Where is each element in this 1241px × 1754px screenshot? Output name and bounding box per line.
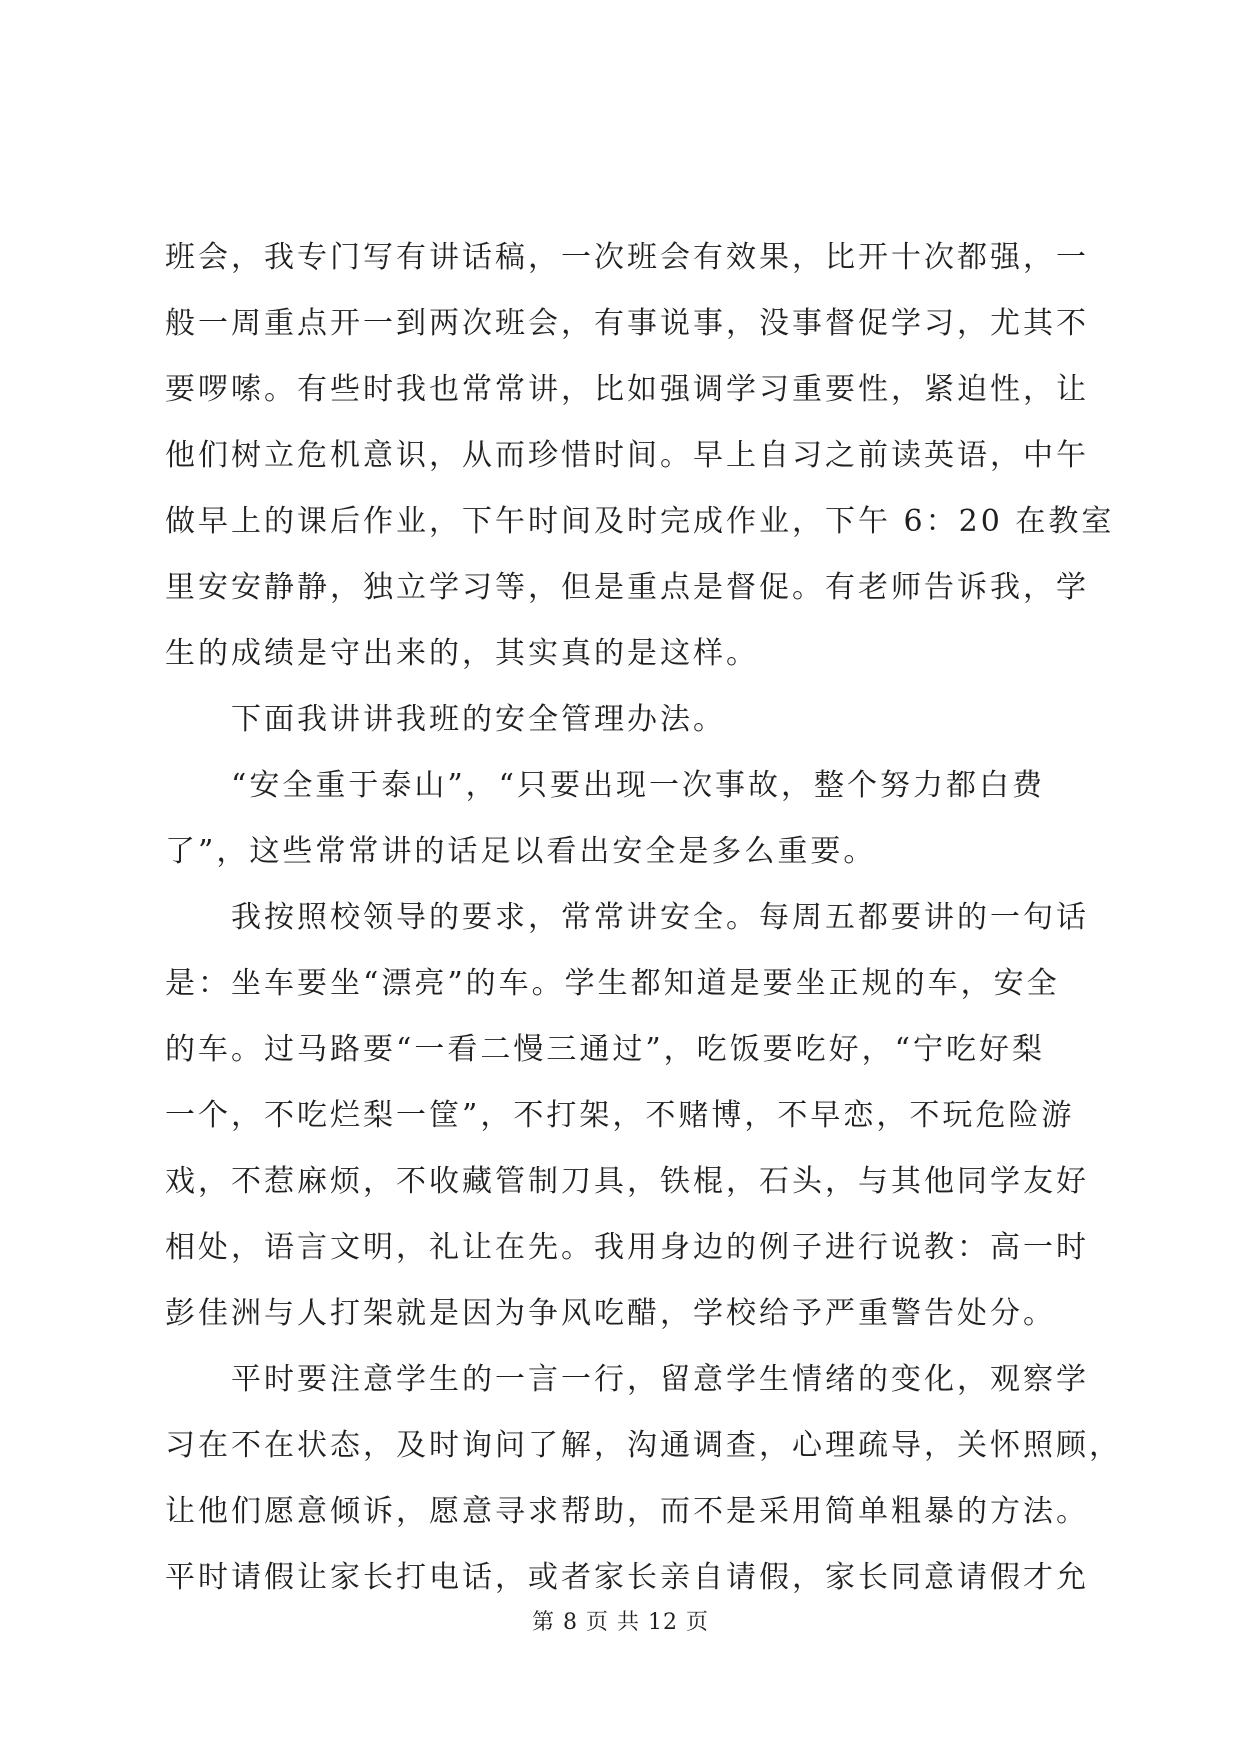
text-line: 的车。过马路要“一看二慢三通过”，吃饭要吃好，“宁吃好梨 bbox=[165, 1032, 1046, 1067]
text-line: 班会，我专门写有讲话稿，一次班会有效果，比开十次都强，一 bbox=[165, 240, 1089, 275]
text-line: 了”，这些常常讲的话足以看出安全是多么重要。 bbox=[165, 834, 877, 869]
text-line: 做早上的课后作业，下午时间及时完成作业，下午 6：20 在教室 bbox=[165, 504, 1115, 539]
text-line: 一个，不吃烂梨一筐”，不打架，不赌博，不早恋，不玩危险游 bbox=[165, 1098, 1075, 1133]
page-number-footer: 第 8 页 共 12 页 bbox=[532, 1610, 709, 1635]
text-line: 平时请假让家长打电话，或者家长亲自请假，家长同意请假才允 bbox=[165, 1560, 1089, 1595]
text-line: 里安安静静，独立学习等，但是重点是督促。有老师告诉我，学 bbox=[165, 570, 1089, 605]
text-line: “安全重于泰山”，“只要出现一次事故，整个努力都白费 bbox=[231, 768, 1046, 803]
text-line: 他们树立危机意识，从而珍惜时间。早上自习之前读英语，中午 bbox=[165, 438, 1089, 473]
text-line: 习在不在状态，及时询问了解，沟通调查，心理疏导，关怀照顾， bbox=[165, 1428, 1122, 1463]
text-line: 让他们愿意倾诉，愿意寻求帮助，而不是采用简单粗暴的方法。 bbox=[165, 1494, 1089, 1529]
text-line: 平时要注意学生的一言一行，留意学生情绪的变化，观察学 bbox=[231, 1362, 1089, 1397]
text-line: 戏，不惹麻烦，不收藏管制刀具，铁棍，石头，与其他同学友好 bbox=[165, 1164, 1089, 1199]
text-line: 彭佳洲与人打架就是因为争风吃醋，学校给予严重警告处分。 bbox=[165, 1296, 1056, 1331]
text-line: 下面我讲讲我班的安全管理办法。 bbox=[231, 702, 726, 737]
text-line: 是：坐车要坐“漂亮”的车。学生都知道是要坐正规的车，安全 bbox=[165, 966, 1060, 1001]
text-line: 我按照校领导的要求，常常讲安全。每周五都要讲的一句话 bbox=[231, 900, 1089, 935]
text-line: 要啰嗦。有些时我也常常讲，比如强调学习重要性，紧迫性，让 bbox=[165, 372, 1089, 407]
text-line: 生的成绩是守出来的，其实真的是这样。 bbox=[165, 636, 759, 671]
text-line: 般一周重点开一到两次班会，有事说事，没事督促学习，尤其不 bbox=[165, 306, 1089, 341]
body-text bbox=[165, 225, 1122, 1611]
text-line: 相处，语言文明，礼让在先。我用身边的例子进行说教：高一时 bbox=[165, 1230, 1089, 1265]
